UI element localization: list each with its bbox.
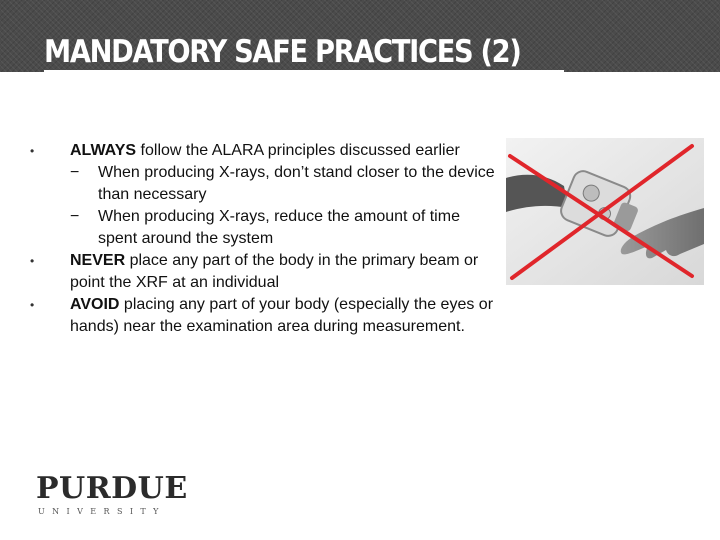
title-banner (0, 0, 720, 72)
sub-bullet-text: When producing X-rays, don’t stand closer to the device than necessary (98, 164, 495, 203)
bullet-text: placing any part of your body (especially the eyes or hands) near the examination area during measurement. (70, 296, 494, 335)
bullet-icon: • (30, 144, 35, 158)
bullet-text: place any part of the body in the primary beam or point the XRF at an individual (70, 252, 479, 291)
sub-bullet-text: When producing X-rays, reduce the amount of time spent around the system (98, 208, 460, 247)
bullet-text: follow the ALARA principles discussed earlier (136, 142, 460, 159)
bullet-item-avoid (30, 294, 500, 338)
xrf-hand-prohibited-image (506, 138, 704, 285)
title-underline (44, 70, 564, 72)
logo-subtitle: UNIVERSITY (38, 507, 166, 516)
purdue-university-logo (36, 471, 188, 520)
dash-icon: − (70, 164, 80, 181)
sub-bullet-list (70, 162, 500, 250)
bullet-icon: • (30, 254, 35, 268)
bullet-keyword: AVOID (70, 296, 120, 313)
bullet-icon: • (30, 298, 35, 312)
bullet-keyword: NEVER (70, 252, 126, 269)
bullet-item-always (30, 140, 500, 250)
bullet-list (30, 140, 500, 338)
sub-bullet-item (70, 206, 500, 250)
dash-icon: − (70, 208, 80, 225)
photo-illustration (506, 138, 704, 285)
slide-title: MANDATORY SAFE PRACTICES (2) (44, 34, 521, 70)
bullet-item-never (30, 250, 500, 294)
bullet-keyword: ALWAYS (70, 142, 137, 159)
sub-bullet-item (70, 162, 500, 206)
logo-wordmark: PURDUE (36, 471, 188, 506)
